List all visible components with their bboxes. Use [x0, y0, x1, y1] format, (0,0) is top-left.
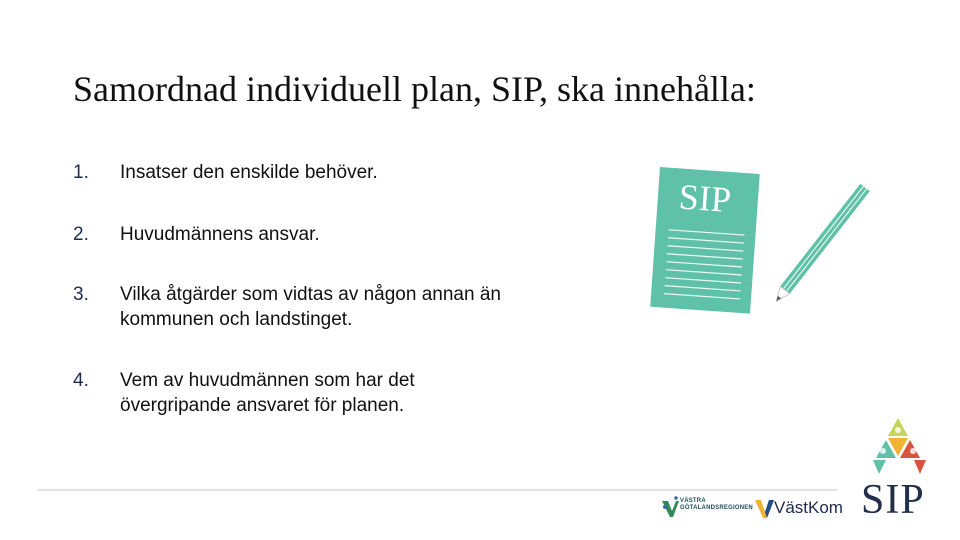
- pencil-icon: [772, 184, 870, 305]
- vastkom-logo-text: VästKom: [774, 498, 843, 517]
- list-item: [73, 222, 580, 247]
- list-item-text: Vilka åtgärder som vidtas av någon annan än kommunen och landstinget.: [120, 284, 501, 330]
- list-item: [73, 160, 580, 185]
- list-item-number: 4.: [73, 370, 89, 391]
- list-item: [73, 368, 520, 418]
- list-item-text: Insatser den enskilde behöver.: [120, 162, 378, 183]
- list-item-number: 3.: [73, 284, 89, 305]
- vgr-logo-text: VÄSTRA GÖTALANDSREGIONEN: [680, 498, 753, 511]
- list-item-text: Vem av huvudmännen som har det övergripande ansvaret för planen.: [120, 370, 415, 416]
- footer-divider: [38, 489, 838, 491]
- sip-logo-text: SIP: [861, 477, 925, 523]
- slide-title: Samordnad individuell plan, SIP, ska innehålla:: [73, 69, 756, 109]
- list-item: [73, 282, 575, 332]
- document-with-pencil-icon: [640, 160, 870, 330]
- list-item-number: 1.: [73, 162, 89, 183]
- list-item-number: 2.: [73, 224, 89, 245]
- document-label: SIP: [677, 176, 733, 221]
- list-item-text: Huvudmännens ansvar.: [120, 224, 320, 245]
